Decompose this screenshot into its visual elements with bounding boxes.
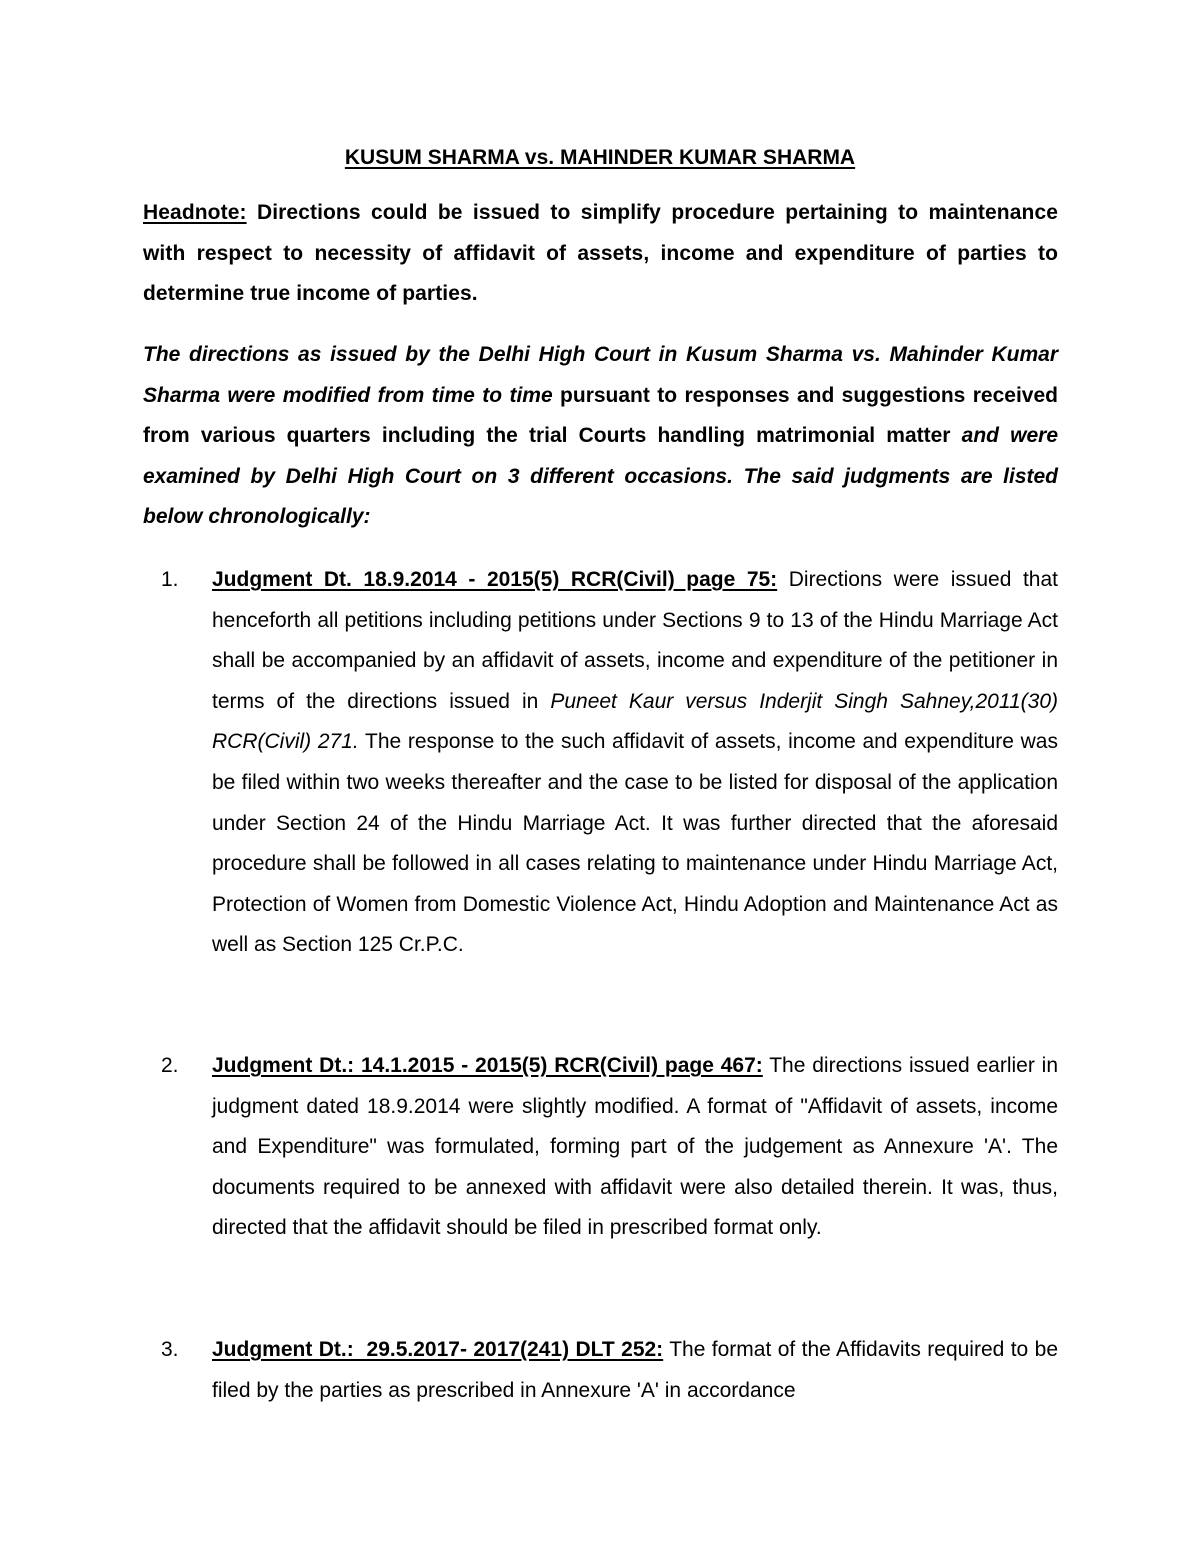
list-number: 3. [161, 1338, 179, 1361]
list-number: 2. [161, 1054, 179, 1077]
intro-italic-part-2: and were examined by Delhi High Court on 3 different occasions. The said judgments are listed below chronologically: [143, 424, 1058, 529]
headnote-paragraph [143, 193, 1058, 315]
judgment-body [212, 560, 1058, 966]
judgment-title: Judgment Dt.: 14.1.2015 - 2015(5) RCR(Civil) page 467: [212, 1054, 763, 1077]
judgment-body [212, 1330, 1058, 1411]
judgment-list-item-2 [143, 1046, 1058, 1249]
judgment-title: Judgment Dt.: 29.5.2017- 2017(241) DLT 252: [212, 1338, 664, 1361]
intro-paragraph [143, 335, 1058, 538]
judgment-list-item-3 [143, 1330, 1058, 1411]
judgment-body [212, 1046, 1058, 1249]
headnote-label: Headnote: [143, 201, 247, 224]
judgment-title: Judgment Dt. 18.9.2014 - 2015(5) RCR(Civil) page 75: [212, 568, 778, 591]
judgment-text-continued: The response to the such affidavit of assets, income and expenditure was be filed within two weeks thereafter and the case to be listed for disposal of the application under Section 24 of the Hindu Marriage Act. It was further directed that the aforesaid procedure shall be followed in all cases relating to maintenance under Hindu Marriage Act, Protection of Women from Domestic Violence Act, Hindu Adoption and Maintenance Act as well as Section 125 Cr.P.C. [212, 730, 1058, 957]
list-number: 1. [161, 568, 179, 591]
judgment-list-item-1 [143, 560, 1058, 966]
judgment-text: The format of the Affidavits required to be filed by the parties as prescribed in Annexure 'A' in accordance [212, 1338, 1058, 1402]
judgment-citation: Puneet Kaur versus Inderjit Singh Sahney,2011(30) RCR(Civil) 271. [212, 689, 1058, 754]
document-title: KUSUM SHARMA vs. MAHINDER KUMAR SHARMA [344, 146, 856, 169]
judgment-text: The directions issued earlier in judgment dated 18.9.2014 were slightly modified. A format of "Affidavit of assets, income and Expenditure" was formulated, forming part of the judgement as Annexure 'A'. The documents required to be annexed with affidavit were also detailed therein. It was, thus, directed that the affidavit should be filed in prescribed format only. [212, 1054, 1058, 1240]
judgment-text: Directions were issued that henceforth all petitions including petitions under Sections 9 to 13 of the Hindu Marriage Act shall be accompanied by an affidavit of assets, income and expenditure of the petitioner in terms of the directions issued in [212, 568, 1058, 713]
headnote-text: Directions could be issued to simplify procedure pertaining to maintenance with respect to necessity of affidavit of assets, income and expenditure of parties to determine true income of parties. [143, 201, 1058, 306]
intro-italic-part-1: The directions as issued by the Delhi High Court in Kusum Sharma vs. Mahinder Kumar Sharma were modified from time to time [143, 343, 1058, 407]
intro-plain-part: pursuant to responses and suggestions received from various quarters including the trial Courts handling matrimonial matter [143, 383, 1058, 448]
